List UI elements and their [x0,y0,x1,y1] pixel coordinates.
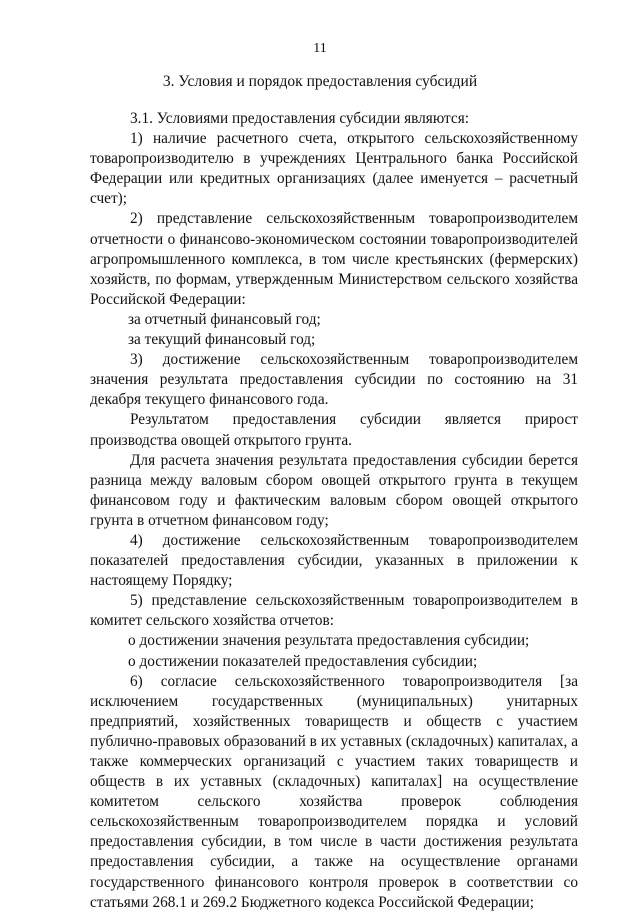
document-body [90,109,578,913]
paragraph-item-2: 2) представление сельскохозяйственным товаропроизводителем отчетности о финансово-экономическом состоянии товаропроизводителей агропромышленного комплекса, в том числе крестьянских (фермерских) хозяйств, по формам, утвержденным Министерством сельского хозяйства Российской Федерации: [90,210,578,308]
paragraph-intro: 3.1. Условиями предоставления субсидии являются: [130,110,470,127]
paragraph-item-5: 5) представление сельскохозяйственным товаропроизводителем в комитет сельского хозяйства отчетов: [90,592,578,630]
paragraph-item-3: 3) достижение сельскохозяйственным товаропроизводителем значения результата предоставления субсидии по состоянию на 31 декабря текущего финансового года. [90,351,578,409]
paragraph-result: Результатом предоставления субсидии является прирост производства овощей открытого грунта. [90,411,578,449]
paragraph-item-1: 1) наличие расчетного счета, открытого сельскохозяйственному товаропроизводителю в учреждениях Центрального банка Российской Федерации или кредитных организациях (далее именуется – расчетный счет); [90,130,578,208]
paragraph-reporting-year: за отчетный финансовый год; [128,310,321,328]
paragraph-report-result: о достижении значения результата предоставления субсидии; [128,632,530,650]
paragraph-calculation: Для расчета значения результата предоставления субсидии берется разница между валовым сбором овощей открытого грунта в текущем финансовом году и фактическим валовым сбором овощей открытого грунта в отчетном финансовом году; [90,451,578,529]
section-title: 3. Условия и порядок предоставления субсидий [162,73,478,90]
paragraph-report-indicators: о достижении показателей предоставления субсидии; [128,652,478,670]
paragraph-item-4: 4) достижение сельскохозяйственным товаропроизводителем показателей предоставления субсидии, указанных в приложении к настоящему Порядку; [90,531,578,590]
paragraph-current-year: за текущий финансовый год; [128,331,316,349]
page-number: 11 [313,41,327,56]
paragraph-item-6: 6) согласие сельскохозяйственного товаропроизводителя [за исключением государственных (муниципальных) унитарных предприятий, хозяйственных товариществ и обществ с участием публично-правовых образований в их уставных (складочных) капиталах, а также коммерческих организаций с участием таких товариществ и обществ в их уставных (складочных) капиталах] на осуществление комитетом сельского хозяйства проверок соблюдения сельскохозяйственным товаропроизводителем порядка и условий предоставления субсидии, в том числе в части достижения результата предоставления субсидии, а также на осуществление органами государственного финансового контроля проверок в соответствии со статьями 268.1 и 269.2 Бюджетного кодекса Российской Федерации; [90,672,578,911]
